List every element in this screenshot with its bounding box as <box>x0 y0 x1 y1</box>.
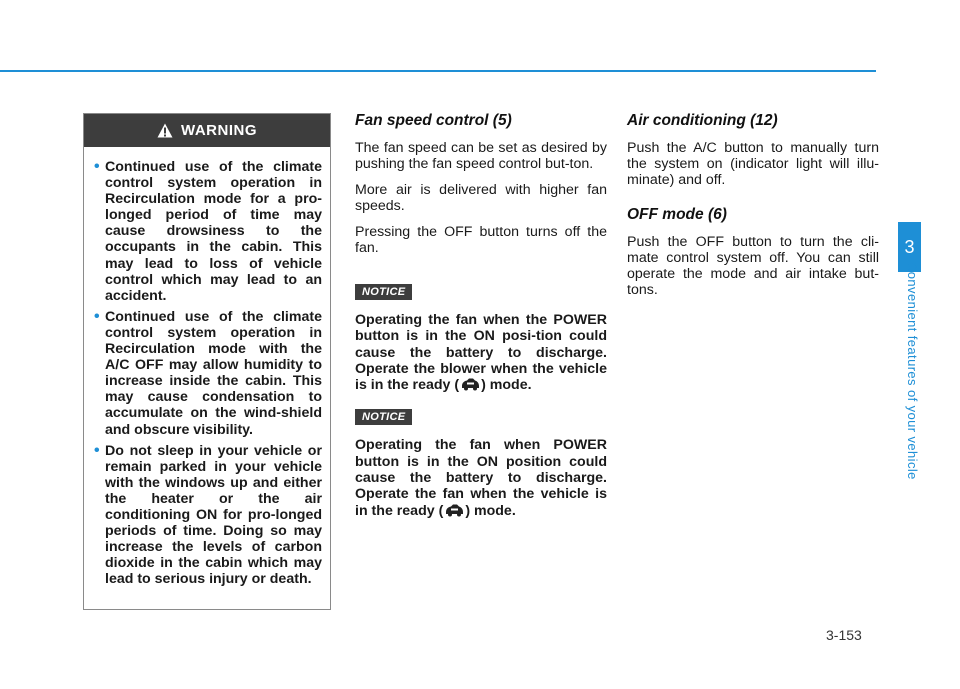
notice-badge: NOTICE <box>355 284 412 300</box>
page-number: 3-153 <box>826 627 862 643</box>
chapter-number: 3 <box>904 237 915 257</box>
air-conditioning-section <box>627 112 879 308</box>
paragraph: Push the A/C button to manually turn the system on (indicator light will illu-minate) and off. <box>627 140 879 188</box>
warning-item: • Continued use of the climate control system operation in Recirculation mode with the A/C OFF may allow humidity to increase inside the cabin. This may cause condensation to accumulate on the wind-shield and obscure visibility. <box>94 307 322 438</box>
notice-text: Operating the fan when the POWER button is in the ON posi-tion could cause the battery to discharge. Operate the blower when the vehicle is in the ready ( ) mode. <box>355 312 607 394</box>
paragraph: The fan speed can be set as desired by pushing the fan speed control but-ton. <box>355 140 607 172</box>
bullet-icon: • <box>94 158 100 175</box>
warning-title: WARNING <box>181 122 257 139</box>
section-heading: Air conditioning (12) <box>627 112 778 129</box>
ready-car-icon <box>459 377 481 391</box>
paragraph: More air is delivered with higher fan speeds. <box>355 182 607 214</box>
header-rule <box>0 70 876 72</box>
warning-item: • Do not sleep in your vehicle or remain parked in your vehicle with the windows up and either the heater or the air conditioning ON for pro-longed periods of time. Doing so may increase the levels of carbon dioxide in the cabin which may lead to serious injury or death. <box>94 441 322 588</box>
notice-text: Operating the fan when POWER button is in the ON position could cause the battery to discharge. Operate the fan when the vehicle is in the ready ( ) mode. <box>355 437 607 519</box>
section-heading: OFF mode (6) <box>627 206 727 223</box>
paragraph: Push the OFF button to turn the cli-mate control system off. You can still operate the mode and air intake but-tons. <box>627 234 879 298</box>
warning-triangle-icon <box>157 123 173 138</box>
warning-box <box>83 113 331 610</box>
bullet-icon: • <box>94 307 100 325</box>
chapter-title: Convenient features of your vehicle <box>905 262 920 480</box>
bullet-icon: • <box>94 441 100 459</box>
warning-item: • Continued use of the climate control system operation in Recirculation mode for a pro-longed period of time may cause drowsiness to the occupants in the cabin. This may lead to loss of vehicle control which may lead to an accident. <box>94 158 322 304</box>
notice-badge: NOTICE <box>355 409 412 425</box>
warning-list <box>84 147 330 587</box>
section-heading: Fan speed control (5) <box>355 112 512 129</box>
paragraph: Pressing the OFF button turns off the fan. <box>355 224 607 256</box>
fan-speed-section <box>355 112 607 531</box>
warning-header <box>84 114 330 147</box>
ready-car-icon <box>443 503 465 517</box>
